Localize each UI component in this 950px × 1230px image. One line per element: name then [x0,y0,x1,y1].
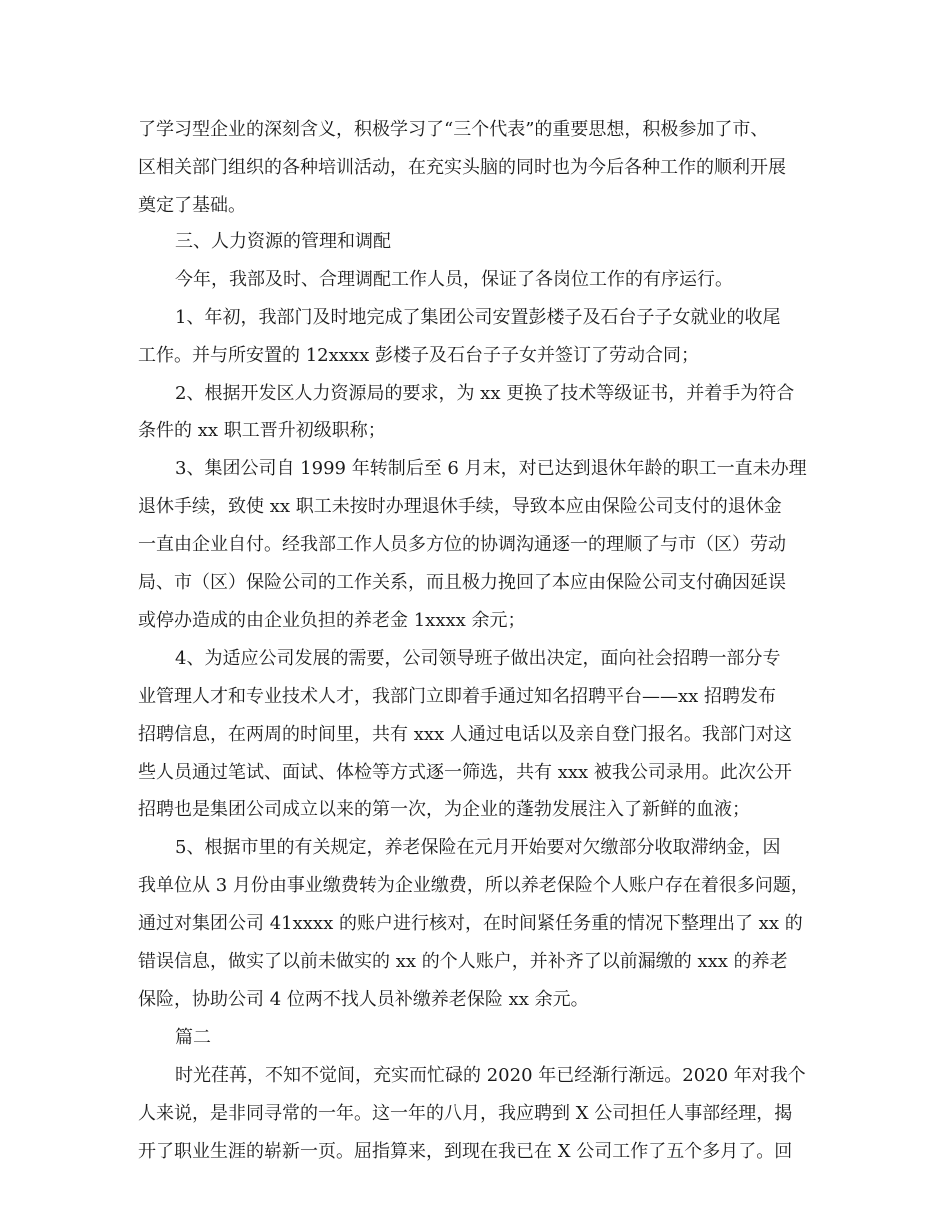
text-line: 条件的 xx 职工晋升初级职称； [138,420,386,441]
text-line: 招聘也是集团公司成立以来的第一次，为企业的蓬勃发展注入了新鲜的血液； [138,799,750,820]
text-line: 些人员通过笔试、面试、体检等方式逐一筛选，共有 xxx 被我公司录用。此次公开 [138,762,792,783]
text-line: 我单位从 3 月份由事业缴费转为企业缴费，所以养老保险个人账户存在着很多问题， [138,875,809,896]
text-line: 区相关部门组织的各种培训活动，在充实头脑的同时也为今后各种工作的顺利开展 [138,157,786,178]
text-line: 今年，我部及时、合理调配工作人员，保证了各岗位工作的有序运行。 [175,269,733,290]
text-line: 人来说，是非同寻常的一年。这一年的八月，我应聘到 X 公司担任人事部经理，揭 [138,1103,793,1124]
text-line: 1、年初，我部门及时地完成了集团公司安置彭楼子及石台子子女就业的收尾 [175,307,781,328]
section-heading: 篇二 [175,1027,211,1048]
text-line: 4、为适应公司发展的需要，公司领导班子做出决定，面向社会招聘一部分专 [175,648,781,669]
text-line: 5、根据市里的有关规定，养老保险在元月开始要对欠缴部分收取滞纳金，因 [175,837,781,858]
text-line: 了学习型企业的深刻含义，积极学习了“三个代表”的重要思想，积极参加了市、 [138,119,769,140]
text-line: 错误信息，做实了以前未做实的 xx 的个人账户，并补齐了以前漏缴的 xxx 的养老 [138,951,788,972]
text-line: 开了职业生涯的崭新一页。屈指算来，到现在我已在 X 公司工作了五个多月了。回 [138,1141,793,1162]
text-line: 时光荏苒，不知不觉间，充实而忙碌的 2020 年已经渐行渐远。2020 年对我个 [175,1065,806,1086]
text-line: 通过对集团公司 41xxxx 的账户进行核对，在时间紧任务重的情况下整理出了 xx 的 [138,913,803,934]
text-line: 退休手续，致使 xx 职工未按时办理退休手续，导致本应由保险公司支付的退休金 [138,496,782,517]
text-line: 奠定了基础。 [138,195,246,216]
text-line: 2、根据开发区人力资源局的要求，为 xx 更换了技术等级证书，并着手为符合 [175,383,795,404]
section-heading: 三、人力资源的管理和调配 [175,231,391,252]
text-line: 局、市（区）保险公司的工作关系，而且极力挽回了本应由保险公司支付确因延误 [138,572,786,593]
text-line: 保险，协助公司 4 位两不找人员补缴养老保险 xx 余元。 [138,989,589,1010]
text-line: 3、集团公司自 1999 年转制后至 6 月末，对已达到退休年龄的职工一直未办理 [175,458,807,479]
text-line: 业管理人才和专业技术人才，我部门立即着手通过知名招聘平台——xx 招聘发布 [138,686,777,707]
text-line: 招聘信息，在两周的时间里，共有 xxx 人通过电话以及亲自登门报名。我部门对这 [138,724,792,745]
text-line: 工作。并与所安置的 12xxxx 彭楼子及石台子子女并签订了劳动合同； [138,345,699,366]
text-line: 一直由企业自付。经我部工作人员多方位的协调沟通逐一的理顺了与市（区）劳动 [138,534,786,555]
text-line: 或停办造成的由企业负担的养老金 1xxxx 余元； [138,610,526,631]
